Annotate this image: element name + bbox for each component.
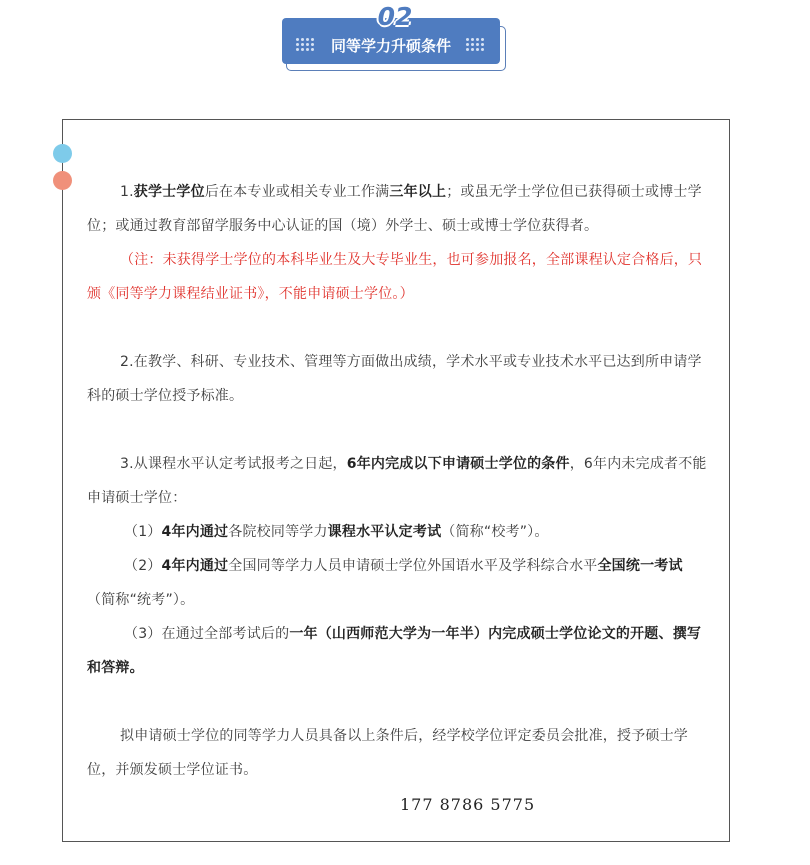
decor-circle-blue [53,144,72,163]
section-number: 02 [377,2,413,31]
sub-item-1: （1）4年内通过各院校同等学力课程水平认定考试（简称“校考”）。 [124,524,549,540]
sub-item-3: （3）在通过全部考试后的一年（山西师范大学为一年半）内完成硕士学位论文的开题、撰写和答辩。 [87,626,702,676]
phone-number: 177 8786 5775 [400,795,536,814]
section-title: 同等学力升硕条件 [330,37,451,55]
condition-2: 2.在教学、科研、专业技术、管理等方面做出成绩，学术水平或专业技术水平已达到所申请学科的硕士学位授予标准。 [87,354,702,404]
condition-1: 1.获学士学位后在本专业或相关专业工作满三年以上；或虽无学士学位但已获得硕士或博士学位；或通过教育部留学服务中心认证的国（境）外学士、硕士或博士学位获得者。 [87,184,702,234]
condition-3: 3.从课程水平认定考试报考之日起，6年内完成以下申请硕士学位的条件，6年内未完成者不能申请硕士学位： [87,456,707,506]
content-body [87,175,707,787]
sub-item-2: （2）4年内通过全国同等学力人员申请硕士学位外国语水平及学科综合水平全国统一考试（简称“统考”）。 [87,558,683,608]
closing-paragraph: 拟申请硕士学位的同等学力人员具备以上条件后，经学校学位评定委员会批准，授予硕士学位，并颁发硕士学位证书。 [87,728,688,778]
decor-circle-red [53,171,72,190]
note-text: （注：未获得学士学位的本科毕业生及大专毕业生，也可参加报名，全部课程认定合格后，只颁《同等学力课程结业证书》，不能申请硕士学位。） [87,252,703,302]
